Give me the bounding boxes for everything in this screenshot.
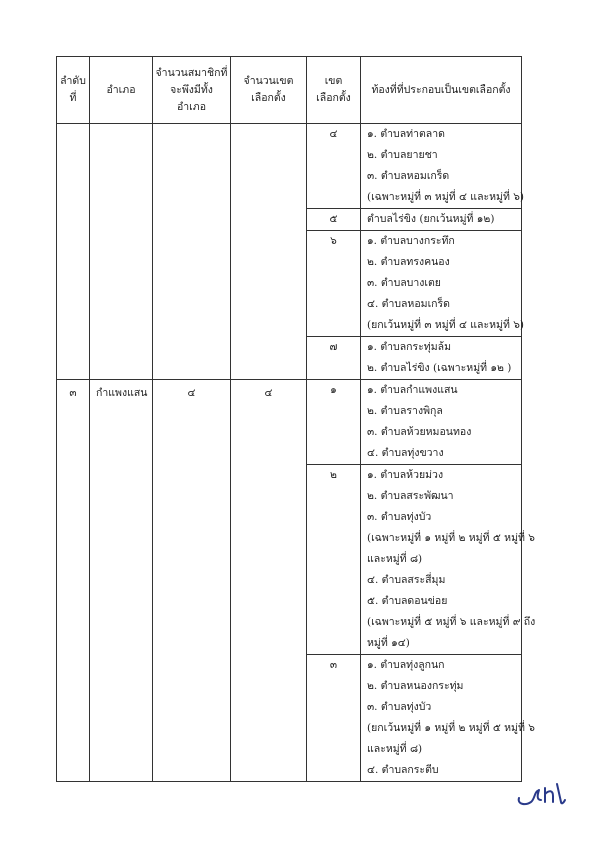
area-cell (361, 124, 525, 209)
district-cell (90, 124, 153, 380)
header-order: ลำดับ ที่ (57, 57, 90, 124)
area-line: (ยกเว้นหมู่ที่ ๓ หมู่ที่ ๔ และหมู่ที่ ๖) (367, 319, 524, 331)
members-cell (153, 124, 231, 380)
area-line: ๒. ตำบลไร่ขิง (เฉพาะหมู่ที่ ๑๒ ) (367, 362, 512, 374)
area-line: ๓. ตำบลหอมเกร็ด (367, 170, 450, 182)
area-line: ๔. ตำบลกระตีบ (367, 764, 439, 776)
zone-number: ๗ (329, 341, 338, 353)
area-line: ๓. ตำบลห้วยหมอนทอง (367, 426, 472, 438)
area-line: ตำบลไร่ขิง (ยกเว้นหมู่ที่ ๑๒) (367, 213, 495, 225)
area-cell (361, 655, 535, 782)
area-line: ๑. ตำบลห้วยม่วง (367, 469, 444, 481)
zone-number: ๓ (329, 659, 338, 671)
electoral-zone-table (56, 56, 536, 782)
zone-number: ๑ (330, 384, 337, 396)
header-zone: เขต เลือกตั้ง (307, 57, 361, 124)
area-line: ๒. ตำบลหนองกระทุ่ม (367, 680, 464, 692)
zone-number-cell (307, 209, 361, 231)
area-line: ๑. ตำบลท่าตลาด (367, 128, 445, 140)
order-cell: ๓ (57, 380, 90, 782)
area-cell (361, 231, 522, 337)
area-cell (361, 465, 536, 655)
area-line: (เฉพาะหมู่ที่ ๑ หมู่ที่ ๒ หมู่ที่ ๕ หมู่ที่ ๖ (367, 532, 535, 544)
table-body (57, 124, 536, 782)
zone-number: ๔ (329, 128, 338, 140)
area-line: ๒. ตำบลยายชา (367, 149, 438, 161)
area-line: ๓. ตำบลบางเตย (367, 277, 441, 289)
members-cell: ๔ (153, 380, 231, 782)
area-line: (เฉพาะหมู่ที่ ๕ หมู่ที่ ๖ และหมู่ที่ ๙ ถึง (367, 616, 536, 628)
zone-number-cell (307, 380, 361, 465)
zones-count-cell: ๔ (231, 380, 307, 782)
area-line: ๒. ตำบลรางพิกุล (367, 405, 443, 417)
area-cell (361, 337, 522, 380)
order-cell (57, 124, 90, 380)
handwritten-signature (515, 778, 569, 808)
area-line: ๑. ตำบลบางกระทึก (367, 235, 455, 247)
area-line: ๓. ตำบลทุ่งบัว (367, 701, 432, 713)
area-line: ๒. ตำบลทรงคนอง (367, 256, 450, 268)
area-line: และหมู่ที่ ๘) (367, 743, 423, 755)
area-line: ๕. ตำบลดอนข่อย (367, 595, 448, 607)
area-line: (ยกเว้นหมู่ที่ ๑ หมู่ที่ ๒ หมู่ที่ ๕ หมู่ที่ ๖ (367, 722, 535, 734)
area-line: ๔. ตำบลสระสี่มุม (367, 574, 446, 586)
table-row (57, 124, 522, 209)
area-cell (361, 380, 522, 465)
zone-number: ๒ (330, 469, 337, 481)
area-line: ๑. ตำบลกำแพงแสน (367, 384, 458, 396)
header-district: อำเภอ (90, 57, 153, 124)
zone-number: ๕ (329, 213, 338, 225)
area-line: ๑. ตำบลกระทุ่มล้ม (367, 341, 451, 353)
area-line: และหมู่ที่ ๘) (367, 553, 423, 565)
zone-number-cell (307, 124, 361, 209)
header-zones-count: จำนวนเขต เลือกตั้ง (231, 57, 307, 124)
header-members: จำนวนสมาชิกที่ จะพึงมีทั้ง อำเภอ (153, 57, 231, 124)
zone-number-cell (307, 231, 361, 337)
area-line: ๔. ตำบลทุ่งขวาง (367, 447, 444, 459)
area-line: ๓. ตำบลทุ่งบัว (367, 511, 432, 523)
header-area: ท้องที่ที่ประกอบเป็นเขตเลือกตั้ง (361, 57, 522, 124)
area-line: ๔. ตำบลหอมเกร็ด (367, 298, 450, 310)
zone-number: ๖ (330, 235, 337, 247)
area-line: หมู่ที่ ๑๔) (367, 637, 410, 649)
zone-number-cell (307, 465, 361, 655)
area-line: (เฉพาะหมู่ที่ ๓ หมู่ที่ ๔ และหมู่ที่ ๖) (367, 191, 525, 203)
district-cell: กำแพงแสน (90, 380, 153, 782)
zone-number-cell (307, 337, 361, 380)
table-header-row (57, 57, 522, 124)
table-row (57, 380, 522, 465)
zone-number-cell (307, 655, 361, 782)
zones-count-cell (231, 124, 307, 380)
area-line: ๒. ตำบลสระพัฒนา (367, 490, 454, 502)
area-cell (361, 209, 522, 231)
area-line: ๑. ตำบลทุ่งลูกนก (367, 659, 445, 671)
